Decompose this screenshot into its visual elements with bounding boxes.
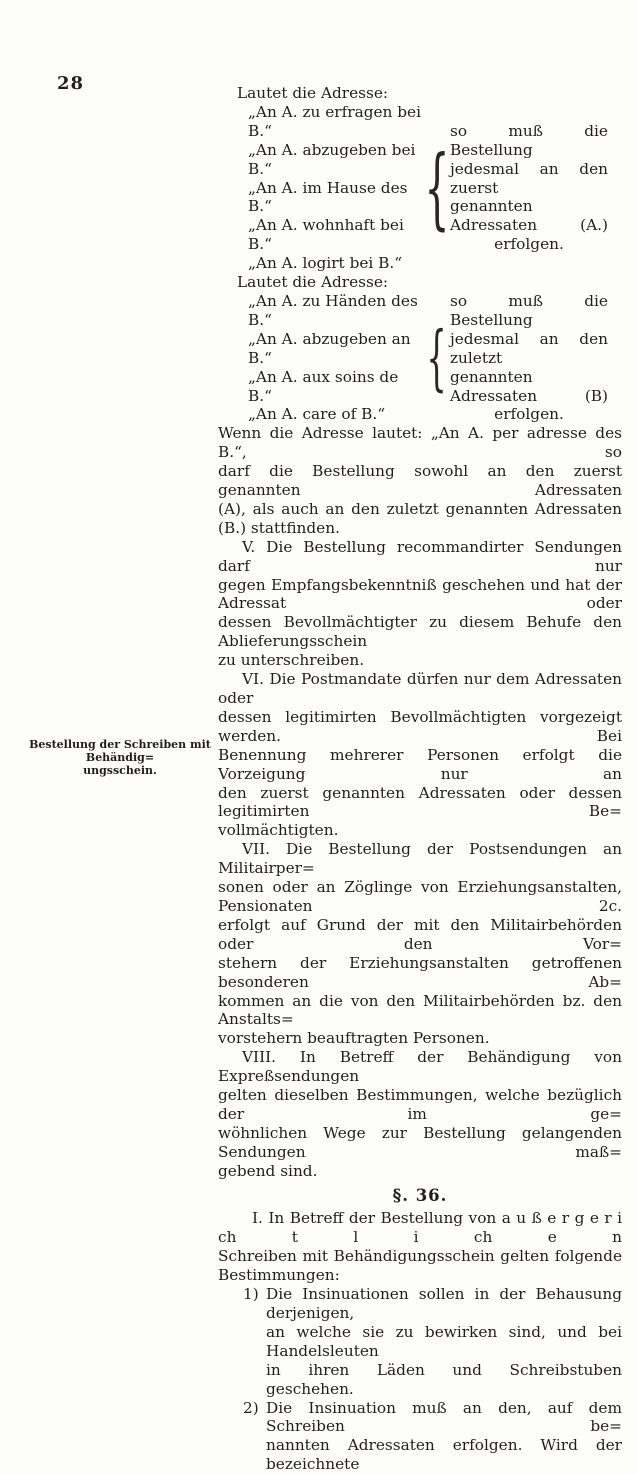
text-line: „An A. aux soins de B.“ <box>248 367 399 405</box>
text-line: Die Insinuationen sollen in der Behausung derjenigen, <box>266 1285 622 1322</box>
brace-icon: { <box>426 316 448 400</box>
text-line: „An A. abzugeben bei B.“ <box>248 140 416 178</box>
grouping-brace-2 <box>424 292 450 424</box>
section-heading: §. 36. <box>392 1185 448 1205</box>
text-line: genannten Adressaten (B) <box>450 367 608 405</box>
text-line: Die Insinuation muß an den, auf dem Schreiben be= <box>266 1398 622 1436</box>
text-column <box>218 84 622 1474</box>
text-line: genannten Adressaten (A.) <box>450 197 608 235</box>
text-line: an welche sie zu bewirken sind, und bei Handelsleuten <box>266 1322 622 1360</box>
text-line: „An A. care of B.“ <box>248 405 386 424</box>
text-line: den zuerst genannten Adressaten oder dessen legitimirten Be= <box>218 783 622 821</box>
text-line: „An A. abzugeben an B.“ <box>248 329 411 367</box>
text-line: Bestellung der Schreiben mit Behändig= <box>29 738 211 764</box>
text-line: so muß die Bestellung <box>450 291 608 329</box>
address-intro-1: Lautet die Adresse: <box>237 84 389 102</box>
text-line: VI. Die Postmandate dürfen nur dem Adressaten oder <box>218 670 622 707</box>
text-line: ungsschein. <box>83 764 157 777</box>
text-line: gegen Empfangsbekenntniß geschehen und hat der Adressat oder <box>218 575 622 613</box>
text-line: Wenn die Adresse lautet: „An A. per adresse des B.“, so <box>218 424 622 462</box>
address-list-1 <box>248 103 424 273</box>
text-line: jedesmal an den zuerst <box>450 159 608 197</box>
paragraph-vii <box>218 840 622 1048</box>
text-line: gebend sind. <box>218 1161 318 1180</box>
margin-note <box>14 738 226 777</box>
address-group-1 <box>218 103 622 273</box>
grouping-brace-1 <box>424 103 450 273</box>
text-line: stehern der Erziehungsanstalten getroffenen besonderen Ab= <box>218 953 622 991</box>
text-line: zu unterschreiben. <box>218 651 365 670</box>
text-line: Benennung mehrerer Personen erfolgt die Vorzeigung nur an <box>218 745 622 783</box>
text-line: „An A. zu Händen des B.“ <box>248 291 418 329</box>
item-marker-1: 1) <box>243 1285 259 1304</box>
item-text-1 <box>266 1285 622 1398</box>
text-line: kommen an die von den Militairbehörden bz. den Anstalts= <box>218 991 622 1029</box>
text-line: sonen oder an Zöglinge von Erziehungsanstalten, Pensionaten 2c. <box>218 878 622 915</box>
address-list-2 <box>248 292 424 424</box>
text-line: nannten Adressaten erfolgen. Wird der bezeichnete <box>266 1436 622 1474</box>
item-text-2 <box>266 1399 622 1474</box>
text-line: vollmächtigten. <box>218 821 339 840</box>
paragraph-i-intro <box>218 1209 622 1285</box>
address-intro-2: Lautet die Adresse: <box>237 273 389 292</box>
text-line: VII. Die Bestellung der Postsendungen an Militairper= <box>218 840 622 878</box>
text-line: (A), als auch an den zuletzt genannten Adressaten (B.) stattfinden. <box>218 499 622 537</box>
text-line: I. In Betreff der Bestellung von a u ß e r g e r i ch t l i ch e n <box>218 1209 622 1247</box>
text-line: dessen legitimirten Bevollmächtigten vorgezeigt werden. Bei <box>218 707 622 745</box>
text-line: darf die Bestellung sowohl an den zuerst genannten Adressaten <box>218 462 622 500</box>
paragraph-vi <box>218 670 622 840</box>
text-line: in ihren Läden und Schreibstuben geschehen. <box>266 1360 622 1398</box>
paragraph-wenn-adresse <box>218 424 622 537</box>
text-line: VIII. In Betreff der Behändigung von Expreßsendungen <box>218 1048 622 1086</box>
brace-result-text-2 <box>450 292 608 424</box>
text-line: so muß die Bestellung <box>450 121 608 159</box>
brace-icon: { <box>424 135 450 239</box>
text-line: „An A. wohnhaft bei B.“ <box>248 216 404 254</box>
page-number: 28 <box>57 73 85 94</box>
text-line: Schreiben mit Behändigungsschein gelten folgende Bestimmungen: <box>218 1247 622 1285</box>
text-line: erfolgen. <box>494 235 564 254</box>
text-line: gelten dieselben Bestimmungen, welche bezüglich der im ge= <box>218 1086 622 1123</box>
brace-result-text-1 <box>450 122 608 254</box>
numbered-list <box>218 1285 622 1474</box>
text-line: „An A. zu erfragen bei B.“ <box>248 102 421 140</box>
text-line: jedesmal an den zuletzt <box>450 329 608 367</box>
paragraph-v <box>218 538 622 670</box>
text-line: dessen Bevollmächtigter zu diesem Behufe den Ablieferungsschein <box>218 613 622 651</box>
text-line: erfolgen. <box>494 405 564 424</box>
list-item-2 <box>243 1399 622 1474</box>
list-item-1 <box>243 1285 622 1398</box>
text-line: wöhnlichen Wege zur Bestellung gelangenden Sendungen maß= <box>218 1123 622 1161</box>
text-line: V. Die Bestellung recommandirter Sendungen darf nur <box>218 537 622 575</box>
text-line: „An A. logirt bei B.“ <box>248 254 403 273</box>
text-line: erfolgt auf Grund der mit den Militairbehörden oder den Vor= <box>218 915 622 953</box>
text-line: vorstehern beauftragten Personen. <box>218 1029 490 1048</box>
address-group-2 <box>218 292 622 424</box>
item-marker-2: 2) <box>243 1398 259 1417</box>
paragraph-viii <box>218 1048 622 1180</box>
text-line: „An A. im Hause des B.“ <box>248 178 408 216</box>
